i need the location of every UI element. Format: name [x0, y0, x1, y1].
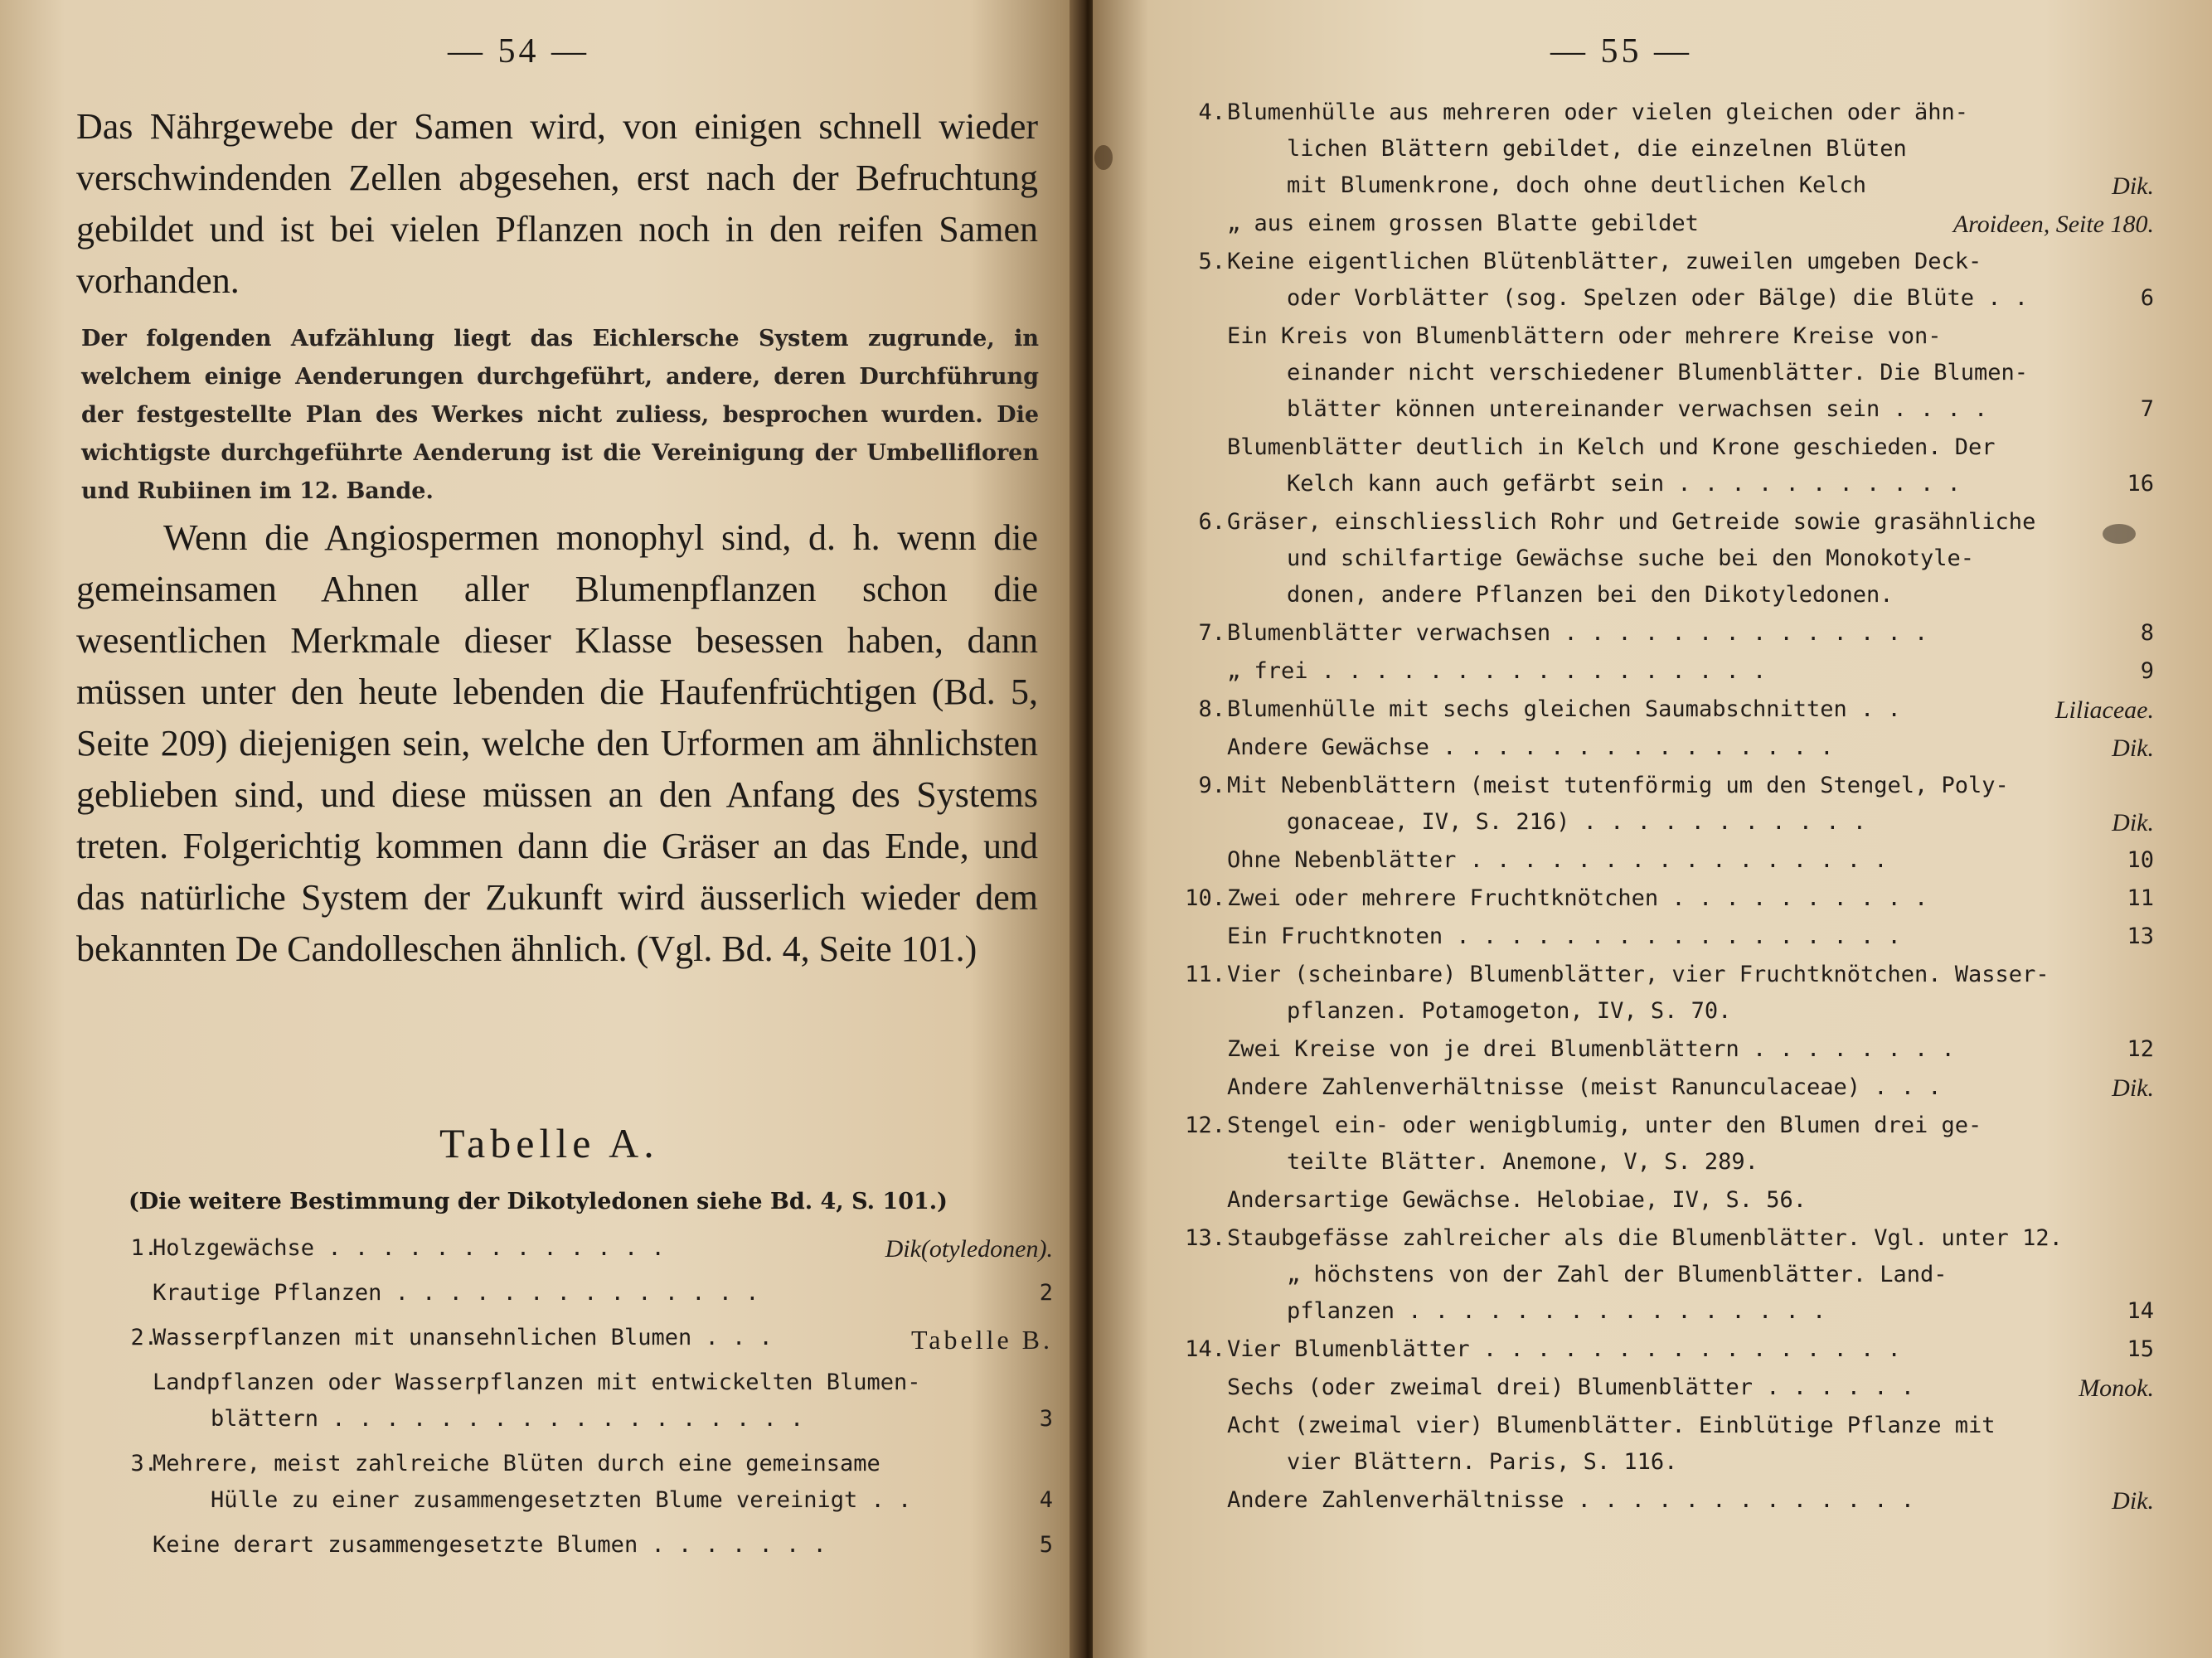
right-page — [1093, 0, 2212, 1658]
entry-number: 10. — [1185, 885, 1225, 911]
entry-number: 12. — [1185, 1113, 1225, 1138]
key-entry — [1176, 99, 2154, 209]
entry-text: blättern . . . . . . . . . . . . . . . . . . — [211, 1406, 804, 1432]
entry-number: 2. — [130, 1325, 158, 1350]
entry-reference: Dik. — [2112, 172, 2154, 200]
entry-text: Blumenhülle aus mehreren oder vielen gleichen oder ähn- — [1227, 99, 1969, 125]
key-entry — [1176, 773, 2154, 846]
key-entry — [108, 1235, 1053, 1272]
key-entry — [108, 1280, 1053, 1316]
entry-reference: 13 — [2127, 924, 2154, 949]
entry-text: teilte Blätter. Anemone, V, S. 289. — [1287, 1149, 1758, 1175]
entry-reference: 12 — [2127, 1036, 2154, 1062]
entry-text: Zwei oder mehrere Fruchtknötchen . . . . . . . . . . — [1227, 885, 1928, 911]
entry-reference: 15 — [2127, 1336, 2154, 1362]
entry-text: und schilfartige Gewächse suche bei den Monokotyle- — [1287, 545, 1975, 571]
entry-reference: Dik. — [2112, 1487, 2154, 1515]
entry-reference: 9 — [2140, 658, 2154, 684]
entry-text: Andere Zahlenverhältnisse (meist Ranunculaceae) . . . — [1227, 1074, 1942, 1100]
key-table — [108, 1235, 1053, 1583]
key-entry — [1176, 885, 2154, 922]
note-paragraph: Der folgenden Aufzählung liegt das Eichlersche System zugrunde, in welchem einige Aenderungen durchgeführt, andere, deren Durchführung der festgestellte Plan des Werkes nicht zuliess, besprochen wurden. Die wichtigste durchgeführte Aenderung ist die Vereinigung der Umbellifloren und Rubiinen im 12. Bande. — [81, 326, 1039, 504]
key-entry — [1176, 1413, 2154, 1486]
entry-reference: 8 — [2140, 620, 2154, 646]
entry-text: Wasserpflanzen mit unansehnlichen Blumen . . . — [153, 1325, 773, 1350]
entry-reference: Aroideen, Seite 180. — [1952, 211, 2154, 238]
entry-number: 5. — [1198, 249, 1225, 274]
entry-reference: Dik. — [2112, 1074, 2154, 1102]
paragraph: Wenn die Angiospermen monophyl sind, d. h. wenn die gemeinsamen Ahnen aller Blumenpflanzen schon die wesentlichen Merkmale dieser Klasse besessen haben, dann müssen unter den heute lebenden die Haufenfrüchtigen (Bd. 5, Seite 209) diejenigen sein, welche den Urformen am ähnlichsten geblieben sind, und diese müssen an den Anfang des Systems treten. Folgerichtig kommen dann die Gräser an das Ende, und das natürliche System der Zukunft wird äusserlich wieder dem bekannten De Candolleschen ähnlich. (Vgl. Bd. 4, Seite 101.) — [76, 517, 1038, 969]
entry-text: „ frei . . . . . . . . . . . . . . . . . — [1227, 658, 1767, 684]
entry-text: Blumenblätter deutlich in Kelch und Krone geschieden. Der — [1227, 434, 1996, 460]
key-entry — [1176, 1225, 2154, 1335]
key-entry — [108, 1451, 1053, 1524]
key-entry — [1176, 1187, 2154, 1224]
key-entry — [108, 1325, 1053, 1361]
entry-reference: 11 — [2127, 885, 2154, 911]
entry-text: Keine derart zusammengesetzte Blumen . . . . . . . — [153, 1532, 827, 1558]
entry-text: Vier Blumenblätter . . . . . . . . . . . . . . . . — [1227, 1336, 1901, 1362]
entry-text: lichen Blättern gebildet, die einzelnen Blüten — [1287, 136, 1907, 162]
entry-text: Krautige Pflanzen . . . . . . . . . . . . . . — [153, 1280, 759, 1306]
entry-reference: Dik. — [2112, 809, 2154, 836]
entry-text: Andersartige Gewächse. Helobiae, IV, S. 56. — [1227, 1187, 1807, 1213]
entry-text: Mit Nebenblättern (meist tutenförmig um den Stengel, Poly- — [1227, 773, 2009, 798]
entry-text: oder Vorblätter (sog. Spelzen oder Bälge) die Blüte . . — [1287, 285, 2029, 311]
entry-reference: 10 — [2127, 847, 2154, 873]
key-entry — [1176, 1336, 2154, 1373]
entry-reference: 3 — [1039, 1406, 1053, 1432]
key-entry — [108, 1370, 1053, 1442]
entry-number: 9. — [1198, 773, 1225, 798]
key-entry — [1176, 847, 2154, 884]
entry-number: 1. — [130, 1235, 158, 1261]
entry-text: Blumenblätter verwachsen . . . . . . . . . . . . . . — [1227, 620, 1928, 646]
key-entry — [1176, 434, 2154, 507]
entry-text: Landpflanzen oder Wasserpflanzen mit entwickelten Blumen- — [153, 1370, 921, 1395]
entry-text: „ aus einem grossen Blatte gebildet — [1227, 211, 1699, 236]
entry-text: Zwei Kreise von je drei Blumenblättern . . . . . . . . — [1227, 1036, 1955, 1062]
entry-text: Andere Zahlenverhältnisse . . . . . . . . . . . . . — [1227, 1487, 1915, 1513]
key-entry — [1176, 1487, 2154, 1524]
entry-text: pflanzen . . . . . . . . . . . . . . . . — [1287, 1298, 1826, 1324]
entry-text: gonaceae, IV, S. 216) . . . . . . . . . . . — [1287, 809, 1866, 835]
page-number: — 54 — — [448, 32, 589, 70]
page-number: — 55 — — [1550, 32, 1692, 70]
key-entry — [1176, 658, 2154, 695]
entry-text: einander nicht verschiedener Blumenblätter. Die Blumen- — [1287, 360, 2029, 385]
entry-reference: Tabelle B. — [910, 1325, 1053, 1355]
key-table — [1176, 99, 2154, 1559]
entry-text: Sechs (oder zweimal drei) Blumenblätter . . . . . . — [1227, 1374, 1915, 1400]
entry-text: mit Blumenkrone, doch ohne deutlichen Kelch — [1287, 172, 1866, 198]
entry-text: Andere Gewächse . . . . . . . . . . . . . . . — [1227, 734, 1834, 760]
key-entry — [1176, 1036, 2154, 1073]
entry-reference: Monok. — [2079, 1374, 2154, 1402]
entry-text: Blumenhülle mit sechs gleichen Saumabschnitten . . — [1227, 696, 1901, 722]
key-entry — [1176, 696, 2154, 733]
entry-number: 3. — [130, 1451, 158, 1476]
paragraph: Das Nährgewebe der Samen wird, von einigen schnell wieder verschwindenden Zellen abgesehen, erst nach der Befruchtung gebildet und ist bei vielen Pflanzen noch in den reifen Samen vorhanden. — [76, 106, 1038, 301]
entry-text: Mehrere, meist zahlreiche Blüten durch eine gemeinsame — [153, 1451, 880, 1476]
key-entry — [108, 1532, 1053, 1568]
entry-number: 13. — [1185, 1225, 1225, 1251]
entry-reference: 2 — [1039, 1280, 1053, 1306]
entry-text: Stengel ein- oder wenigblumig, unter den Blumen drei ge- — [1227, 1113, 1982, 1138]
entry-text: Ein Kreis von Blumenblättern oder mehrere Kreise von- — [1227, 323, 1942, 349]
entry-text: „ höchstens von der Zahl der Blumenblätter. Land- — [1287, 1262, 1948, 1287]
table-subtitle: (Die weitere Bestimmung der Dikotyledonen siehe Bd. 4, S. 101.) — [129, 1189, 948, 1214]
ink-stain — [1094, 145, 1113, 170]
entry-text: Gräser, einschliesslich Rohr und Getreide sowie grasähnliche — [1227, 509, 2036, 535]
key-entry — [1176, 323, 2154, 433]
entry-text: pflanzen. Potamogeton, IV, S. 70. — [1287, 998, 1732, 1024]
entry-text: donen, andere Pflanzen bei den Dikotyledonen. — [1287, 582, 1894, 608]
entry-number: 6. — [1198, 509, 1225, 535]
key-entry — [1176, 509, 2154, 618]
entry-text: blätter können untereinander verwachsen sein . . . . — [1287, 396, 1988, 422]
entry-reference: 16 — [2127, 471, 2154, 497]
entry-reference: 4 — [1039, 1487, 1053, 1513]
entry-reference: Dik(otyledonen). — [885, 1235, 1053, 1263]
entry-text: Keine eigentlichen Blütenblätter, zuweilen umgeben Deck- — [1227, 249, 1982, 274]
entry-number: 14. — [1185, 1336, 1225, 1362]
key-entry — [1176, 620, 2154, 657]
entry-text: Vier (scheinbare) Blumenblätter, vier Fruchtknötchen. Wasser- — [1227, 962, 2049, 987]
entry-text: Acht (zweimal vier) Blumenblätter. Einblütige Pflanze mit — [1227, 1413, 1996, 1438]
key-entry — [1176, 1374, 2154, 1411]
key-entry — [1176, 734, 2154, 771]
left-page — [0, 0, 1078, 1658]
key-entry — [1176, 1113, 2154, 1185]
entry-text: Holzgewächse . . . . . . . . . . . . . — [153, 1235, 665, 1261]
entry-text: Staubgefässe zahlreicher als die Blumenblätter. Vgl. unter 12. — [1227, 1225, 2063, 1251]
entry-number: 11. — [1185, 962, 1225, 987]
key-entry — [1176, 962, 2154, 1035]
entry-reference: 14 — [2127, 1298, 2154, 1324]
entry-reference: Liliaceae. — [2054, 696, 2154, 724]
entry-reference: Dik. — [2112, 734, 2154, 762]
key-entry — [1176, 924, 2154, 960]
entry-reference: 7 — [2140, 396, 2154, 422]
key-entry — [1176, 211, 2154, 247]
table-title: Tabelle A. — [439, 1120, 659, 1166]
entry-text: Ein Fruchtknoten . . . . . . . . . . . . . . . . . — [1227, 924, 1901, 949]
entry-text: vier Blättern. Paris, S. 116. — [1287, 1449, 1678, 1475]
entry-number: 8. — [1198, 696, 1225, 722]
ink-stain — [2103, 524, 2136, 544]
entry-text: Ohne Nebenblätter . . . . . . . . . . . . . . . . — [1227, 847, 1888, 873]
key-entry — [1176, 249, 2154, 322]
entry-reference: 5 — [1039, 1532, 1053, 1558]
entry-text: Kelch kann auch gefärbt sein . . . . . . . . . . . — [1287, 471, 1961, 497]
entry-reference: 6 — [2140, 285, 2154, 311]
key-entry — [1176, 1074, 2154, 1111]
entry-number: 4. — [1198, 99, 1225, 125]
entry-number: 7. — [1198, 620, 1225, 646]
entry-text: Hülle zu einer zusammengesetzten Blume vereinigt . . — [211, 1487, 912, 1513]
